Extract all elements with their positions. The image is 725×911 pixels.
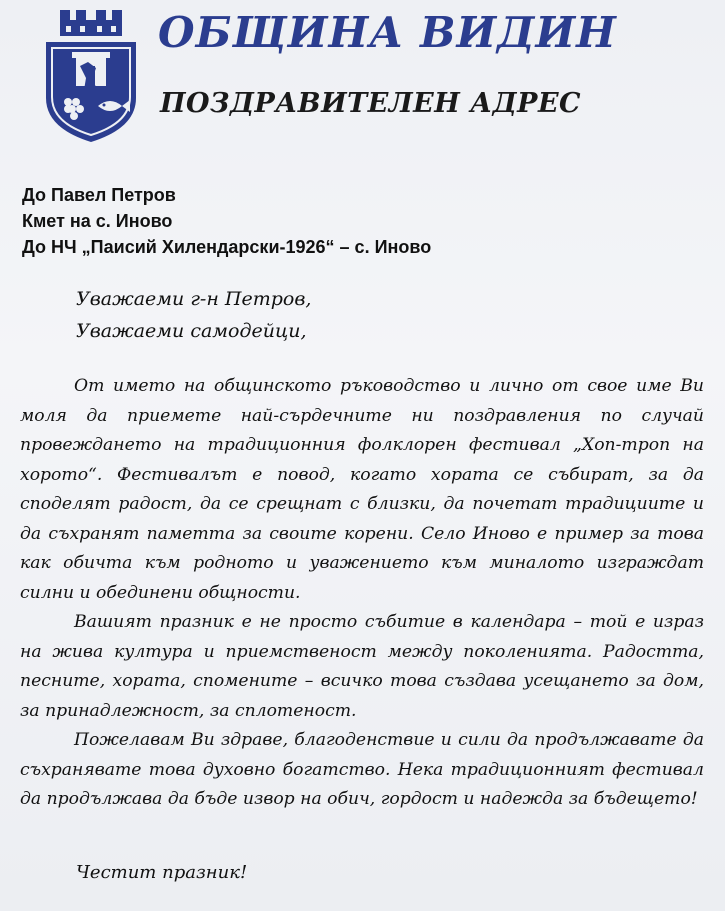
salutation-block (76, 283, 311, 347)
municipality-title: ОБЩИНА ВИДИН (158, 8, 617, 57)
recipient-line: До НЧ „Паисий Хилендарски-1926“ – с. Иново (22, 237, 432, 257)
salutation-line: Уважаеми самодейци, (76, 320, 307, 342)
letter-body (20, 372, 704, 815)
body-paragraph: Вашият празник е не просто събитие в календара – той е израз на жива култура и приемственост между поколенията. Радостта, песните, хората, спомените – всичко това създава усещането за дом, за принадлежност, за сплотеност. (20, 612, 704, 721)
coat-of-arms (38, 6, 144, 144)
recipient-line: Кмет на с. Иново (22, 211, 173, 231)
body-paragraph: От името на общинското ръководство и лично от свое име Ви моля да приемете най-сърдечните ни поздравления по случай провеждането на традиционния фолклорен фестивал „Хоп-троп на хорото“. Фестивалът е повод, когато хората се събират, за да споделят радост, да се срещнат с близки, да почетат традициите и да съхранят паметта за своите корени. Село Иново е пример за това как обичта към родното и уважението към миналото изграждат силни и обединени общности. (20, 376, 704, 603)
body-paragraph: Пожелавам Ви здраве, благоденствие и сили да продължавате да съхранявате това духовно богатство. Нека традиционният фестивал да продължава да бъде извор на обич, гордост и надежда за бъдещето! (20, 730, 704, 809)
closing-line: Честит празник! (76, 862, 248, 883)
recipient-line: До Павел Петров (22, 185, 176, 205)
vidin-coat-of-arms-icon (38, 6, 144, 144)
recipients-block (22, 182, 431, 260)
salutation-line: Уважаеми г-н Петров, (76, 288, 312, 310)
document-subtitle: ПОЗДРАВИТЕЛЕН АДРЕС (160, 88, 582, 119)
